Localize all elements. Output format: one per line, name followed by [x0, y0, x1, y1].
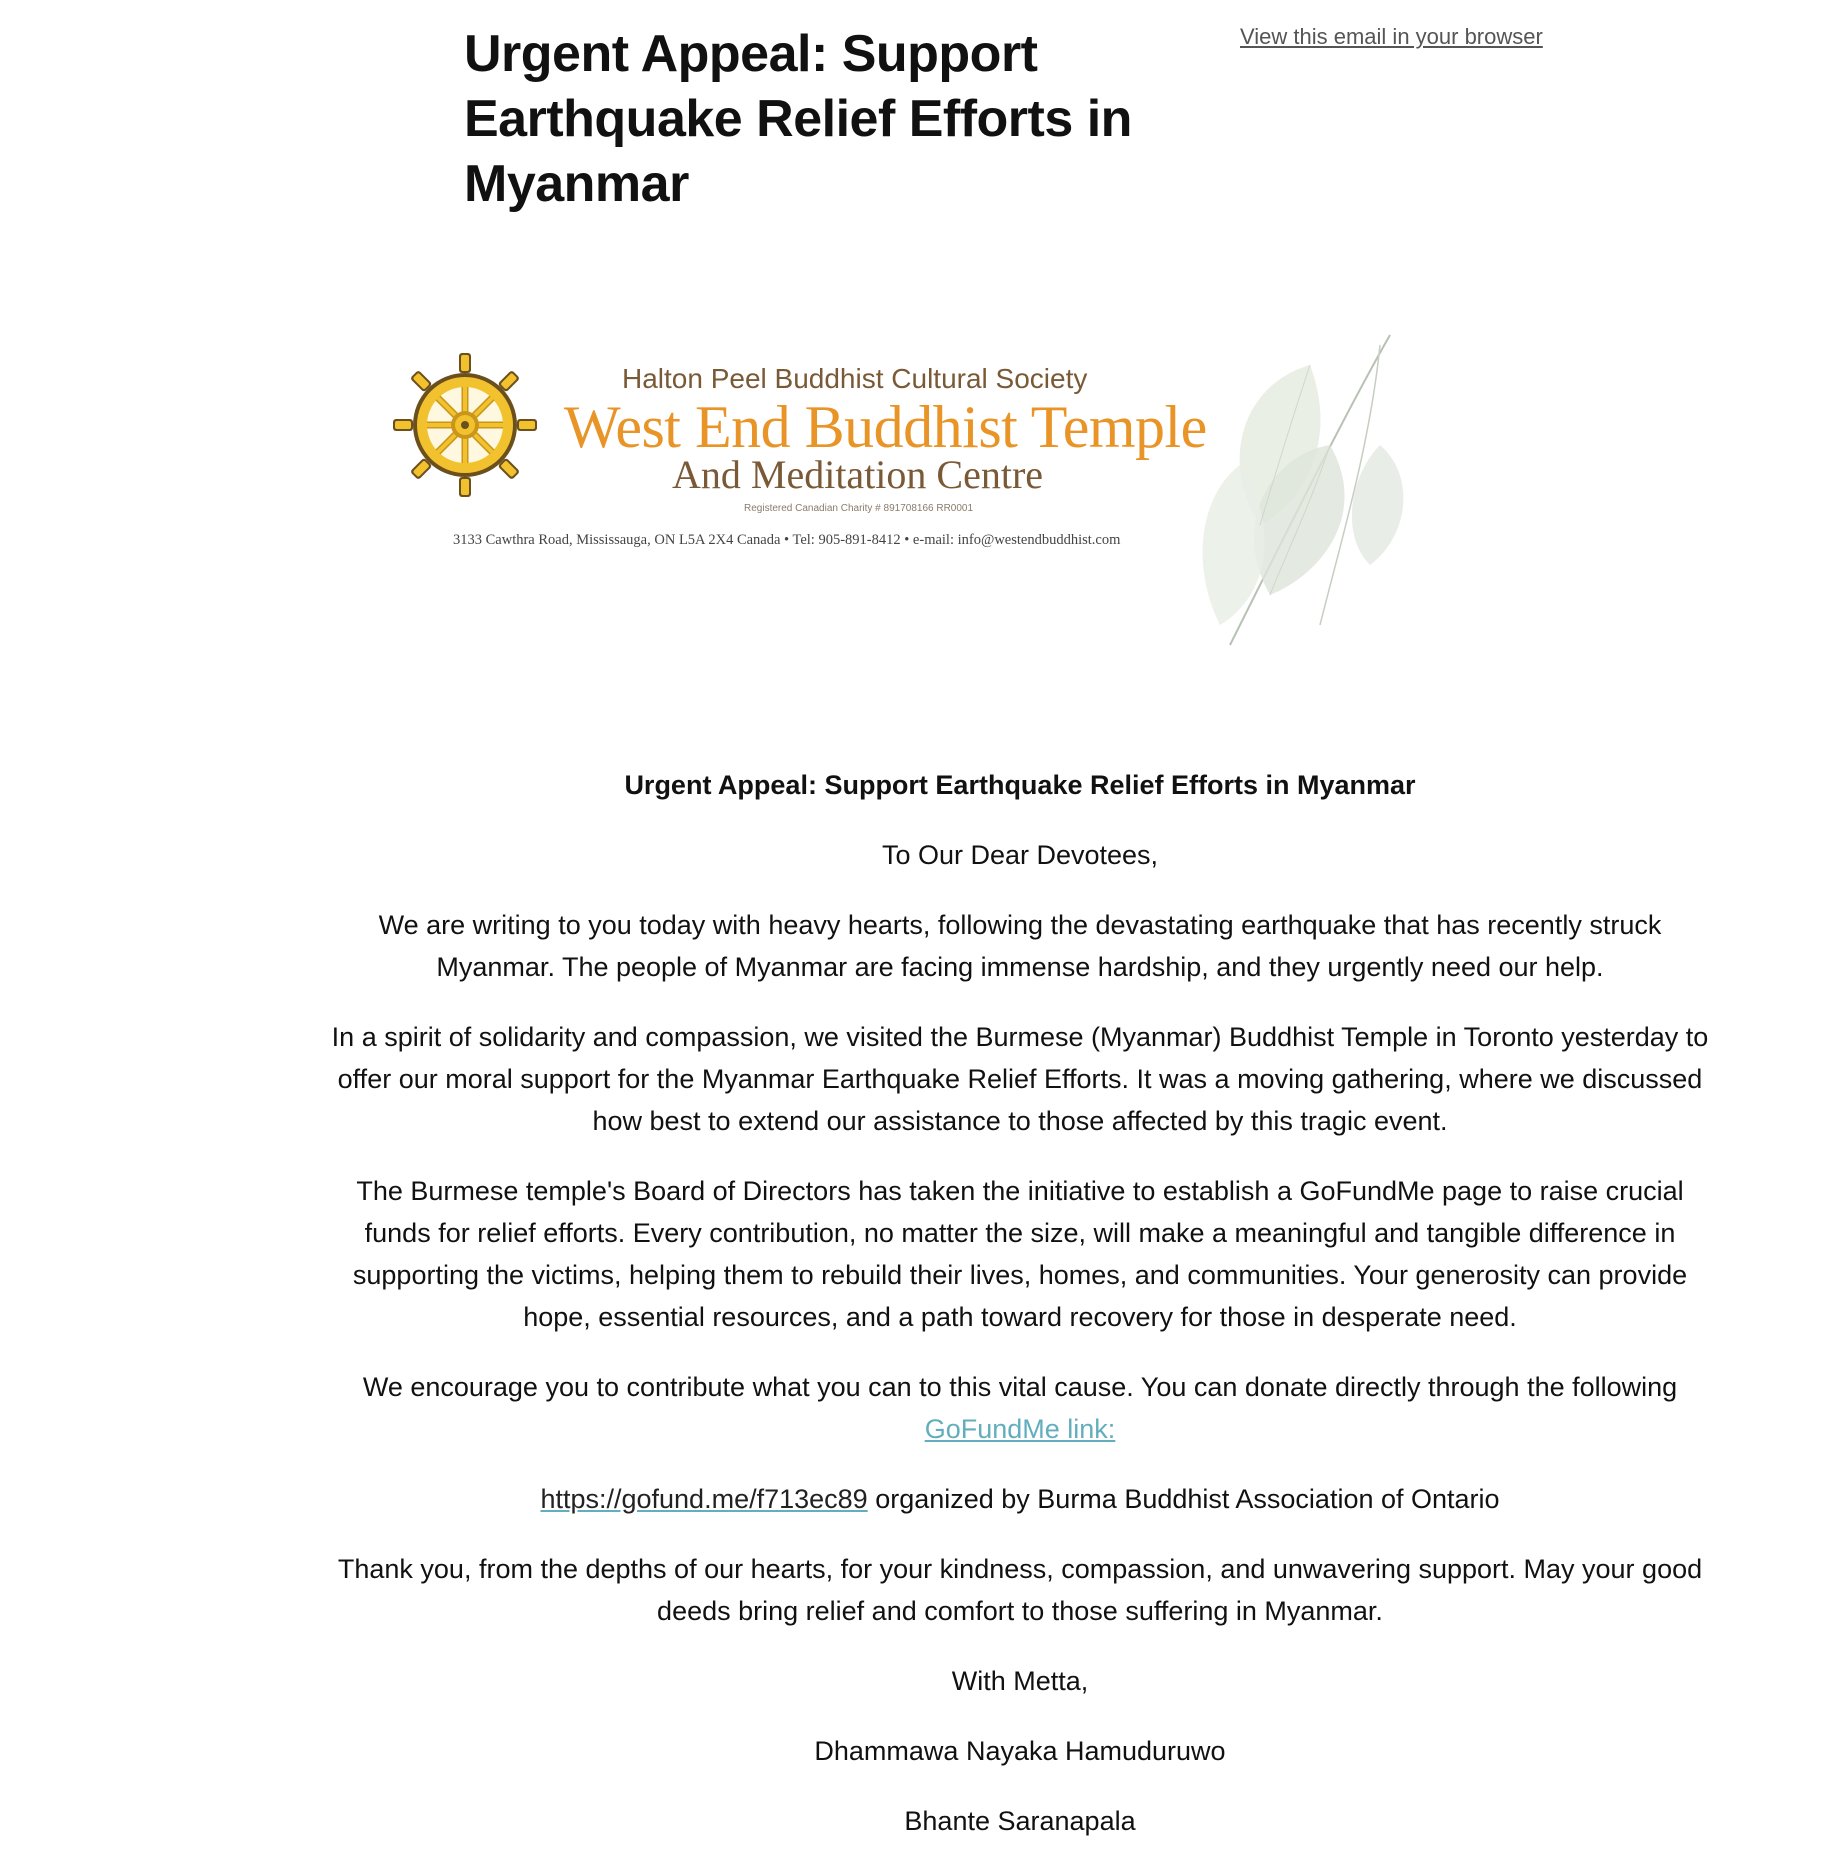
email-body — [320, 764, 1720, 1870]
signature-1: Dhammawa Nayaka Hamuduruwo — [814, 1736, 1226, 1766]
paragraph-2: In a spirit of solidarity and compassion, we visited the Burmese (Myanmar) Buddhist Temple in Toronto yesterday to offer our moral support for the Myanmar Earthquake Relief Efforts. It was a moving gathering, where we discussed how best to extend our assistance to those affected by this tragic event. — [331, 1022, 1709, 1136]
url-suffix: organized by Burma Buddhist Association of Ontario — [867, 1484, 1500, 1514]
greeting: To Our Dear Devotees, — [881, 840, 1159, 870]
email-header — [0, 0, 1846, 300]
paragraph-3: The Burmese temple's Board of Directors has taken the initiative to establish a GoFundMe page to raise crucial funds for relief efforts. Every contribution, no matter the size, will make a meaningful and tangible difference in supporting the victims, helping them to rebuild their lives, homes, and communities. Your generosity can provide hope, essential resources, and a path toward recovery for those in desperate need. — [352, 1176, 1688, 1332]
closing: With Metta, — [951, 1666, 1089, 1696]
logo-temple-name: West End Buddhist Temple — [564, 394, 1207, 460]
logo-charity-number: Registered Canadian Charity # 891708166 RR0001 — [744, 503, 974, 514]
signature-2: Bhante Saranapala — [904, 1806, 1136, 1836]
dharma-wheel-icon — [390, 350, 540, 500]
paragraph-5: Thank you, from the depths of our hearts, for your kindness, compassion, and unwavering support. May your good deeds bring relief and comfort to those suffering in Myanmar. — [337, 1554, 1703, 1626]
paragraph-4 — [320, 1366, 1720, 1450]
gofundme-url-link[interactable]: https://gofund.me/f713ec89 — [540, 1484, 868, 1514]
bodhi-leaves-icon — [1180, 325, 1420, 670]
paragraph-4-text: We encourage you to contribute what you can to this vital cause. You can donate directly through the following — [362, 1372, 1678, 1402]
logo-society-name: Halton Peel Buddhist Cultural Society — [622, 363, 1088, 394]
view-in-browser-link[interactable]: View this email in your browser — [1240, 24, 1543, 49]
logo-centre-name: And Meditation Centre — [672, 452, 1044, 497]
logo-address: 3133 Cawthra Road, Mississauga, ON L5A 2X4 Canada • Tel: 905-891-8412 • e-mail: info@westendbuddhist.com — [453, 532, 1121, 548]
temple-logo-banner — [400, 325, 1420, 670]
url-line — [320, 1478, 1720, 1520]
gofundme-link[interactable]: GoFundMe link: — [924, 1414, 1116, 1444]
paragraph-1: We are writing to you today with heavy hearts, following the devastating earthquake that has recently struck Myanmar. The people of Myanmar are facing immense hardship, and they urgently need our help. — [378, 910, 1662, 982]
email-title: Urgent Appeal: Support Earthquake Relief Efforts in Myanmar — [464, 25, 1132, 213]
body-headline: Urgent Appeal: Support Earthquake Relief Efforts in Myanmar — [624, 770, 1416, 800]
